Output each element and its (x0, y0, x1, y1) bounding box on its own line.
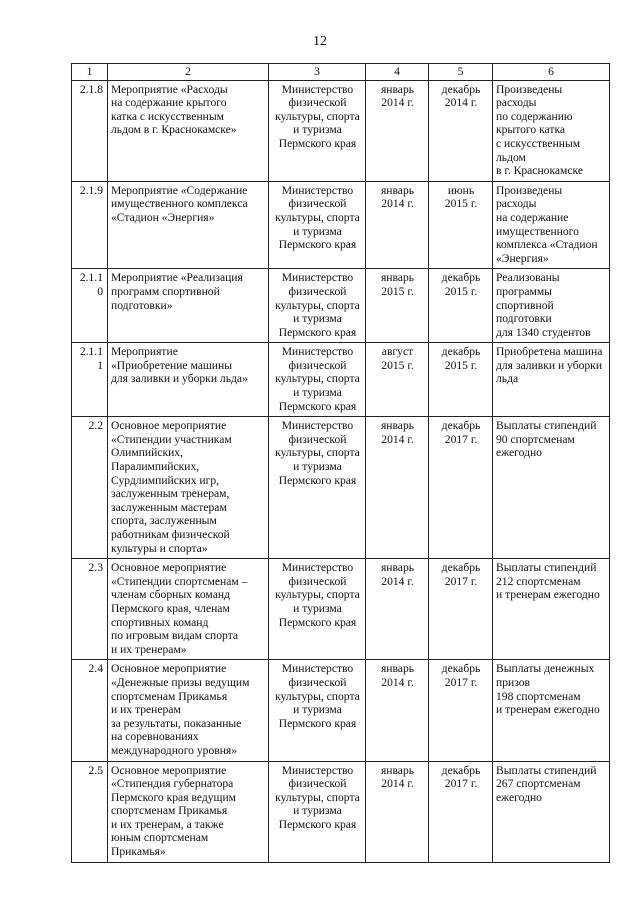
expected-result: Выплаты денежных призов 198 спортсменам и тренерам ежегодно (493, 660, 610, 761)
executor: Министерство физической культуры, спорта и туризма Пермского края (269, 417, 366, 559)
end-date: декабрь 2017 г. (429, 559, 493, 660)
end-date: декабрь 2017 г. (429, 417, 493, 559)
header-cell: 6 (493, 64, 610, 81)
row-number: 2.3 (72, 559, 108, 660)
executor: Министерство физической культуры, спорта и туризма Пермского края (269, 80, 366, 181)
start-date: январь 2014 г. (366, 80, 429, 181)
expected-result: Выплаты стипендий 212 спортсменам и тренерам ежегодно (493, 559, 610, 660)
executor: Министерство физической культуры, спорта и туризма Пермского края (269, 269, 366, 343)
event-name: Основное мероприятие «Стипендия губернатора Пермского края ведущим спортсменам Прикамья и их тренерам, а также юным спортсменам Прикамья» (108, 761, 269, 862)
header-cell: 4 (366, 64, 429, 81)
start-date: январь 2014 г. (366, 417, 429, 559)
table-row (72, 80, 610, 181)
row-number: 2.1.8 (72, 80, 108, 181)
table-row (72, 660, 610, 761)
table-row (72, 559, 610, 660)
end-date: декабрь 2017 г. (429, 761, 493, 862)
table-row (72, 269, 610, 343)
executor: Министерство физической культуры, спорта и туризма Пермского края (269, 761, 366, 862)
program-table (71, 63, 610, 863)
executor: Министерство физической культуры, спорта и туризма Пермского края (269, 343, 366, 417)
table-header-row (72, 64, 610, 81)
executor: Министерство физической культуры, спорта и туризма Пермского края (269, 660, 366, 761)
event-name: Мероприятие «Реализация программ спортивной подготовки» (108, 269, 269, 343)
row-number: 2.5 (72, 761, 108, 862)
end-date: июнь 2015 г. (429, 181, 493, 269)
executor: Министерство физической культуры, спорта и туризма Пермского края (269, 181, 366, 269)
expected-result: Приобретена машина для заливки и уборки льда (493, 343, 610, 417)
header-cell: 5 (429, 64, 493, 81)
end-date: декабрь 2015 г. (429, 269, 493, 343)
header-cell: 2 (108, 64, 269, 81)
expected-result: Выплаты стипендий 267 спортсменам ежегодно (493, 761, 610, 862)
event-name: Основное мероприятие «Денежные призы ведущим спортсменам Прикамья и их тренерам за результаты, показанные на соревнованиях международного уровня» (108, 660, 269, 761)
start-date: январь 2014 г. (366, 761, 429, 862)
event-name: Мероприятие «Содержание имущественного комплекса «Стадион «Энергия» (108, 181, 269, 269)
header-cell: 3 (269, 64, 366, 81)
executor: Министерство физической культуры, спорта и туризма Пермского края (269, 559, 366, 660)
expected-result: Выплаты стипендий 90 спортсменам ежегодно (493, 417, 610, 559)
expected-result: Реализованы программы спортивной подготовки для 1340 студентов (493, 269, 610, 343)
start-date: январь 2014 г. (366, 559, 429, 660)
end-date: декабрь 2017 г. (429, 660, 493, 761)
start-date: январь 2015 г. (366, 269, 429, 343)
row-number: 2.1.9 (72, 181, 108, 269)
row-number: 2.2 (72, 417, 108, 559)
start-date: август 2015 г. (366, 343, 429, 417)
event-name: Мероприятие «Расходы на содержание крытого катка с искусственным льдом в г. Краснокамске» (108, 80, 269, 181)
event-name: Основное мероприятие «Стипендии участникам Олимпийских, Паралимпийских, Сурдлимпийских игр, заслуженным тренерам, заслуженным мастерам спорта, заслуженным работникам физической культуры и спорта» (108, 417, 269, 559)
row-number: 2.4 (72, 660, 108, 761)
page-number: 12 (313, 34, 327, 49)
header-cell: 1 (72, 64, 108, 81)
row-number: 2.1.10 (72, 269, 108, 343)
start-date: январь 2014 г. (366, 181, 429, 269)
expected-result: Произведены расходы на содержание имущественного комплекса «Стадион «Энергия» (493, 181, 610, 269)
end-date: декабрь 2015 г. (429, 343, 493, 417)
event-name: Мероприятие «Приобретение машины для заливки и уборки льда» (108, 343, 269, 417)
start-date: январь 2014 г. (366, 660, 429, 761)
table-row (72, 761, 610, 862)
expected-result: Произведены расходы по содержанию крытого катка с искусственным льдом в г. Краснокамске (493, 80, 610, 181)
table-row (72, 343, 610, 417)
table-row (72, 417, 610, 559)
end-date: декабрь 2014 г. (429, 80, 493, 181)
row-number: 2.1.11 (72, 343, 108, 417)
table-row (72, 181, 610, 269)
event-name: Основное мероприятие «Стипендии спортсменам – членам сборных команд Пермского края, членам спортивных команд по игровым видам спорта и их тренерам» (108, 559, 269, 660)
